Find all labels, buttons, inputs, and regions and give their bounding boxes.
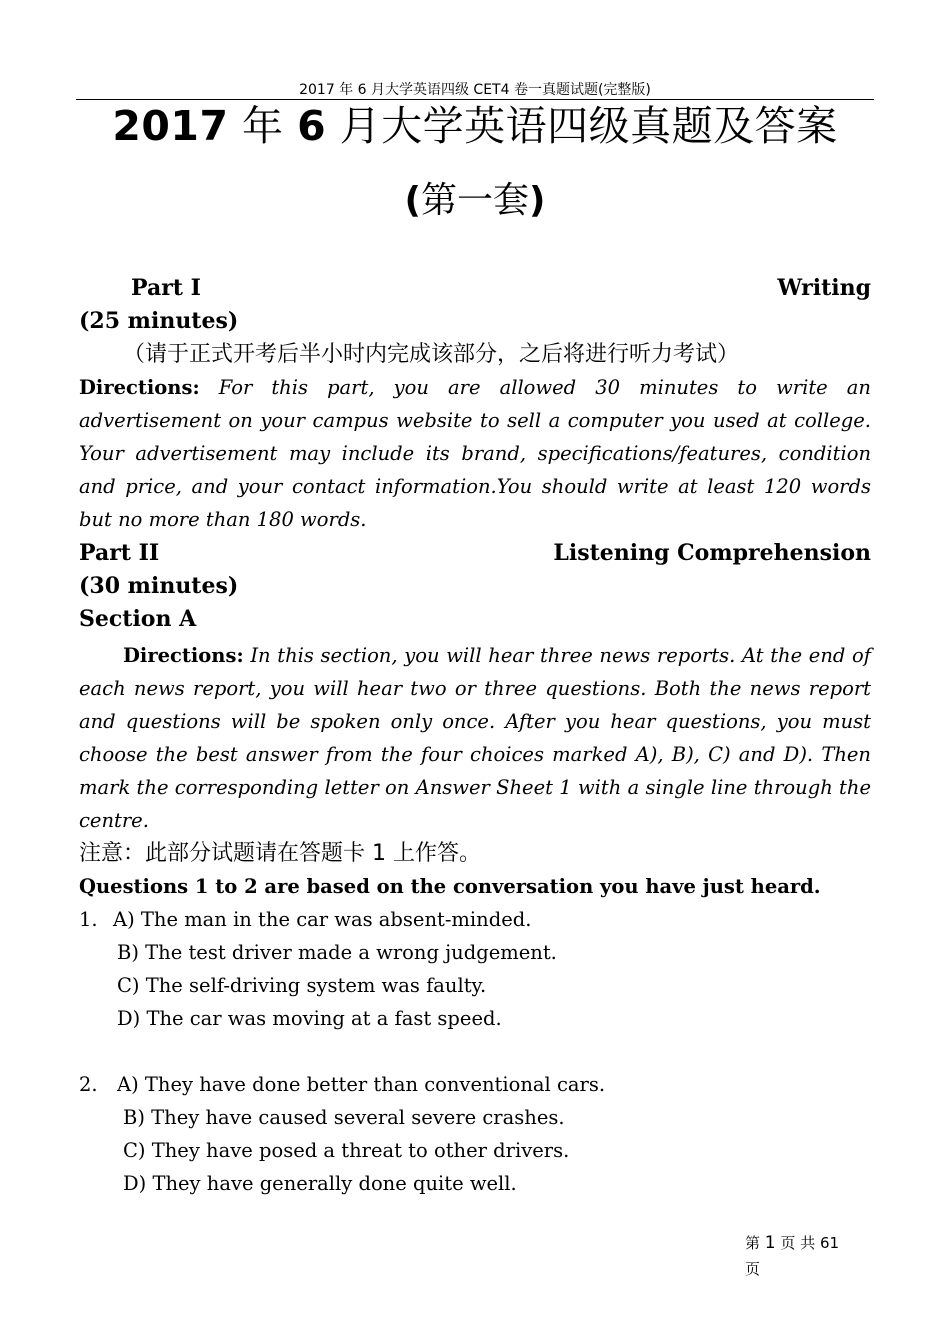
part2-directions	[79, 639, 871, 837]
footer-ye: 页	[780, 1234, 796, 1252]
footer-total: 61	[820, 1234, 840, 1252]
part2-name: Listening Comprehension	[553, 540, 871, 566]
part2-heading	[79, 537, 871, 570]
q2-option-d: D) They have generally done quite well.	[123, 1172, 517, 1195]
part1-directions	[79, 371, 871, 536]
question-2	[79, 1068, 871, 1200]
part1-directions-text: For this part, you are allowed 30 minutes to write an advertisement on your campus website to sell a computer you used at college. Your advertisement may include its brand, specifications/features, condition and price, and your contact information.You should write at least 120 words but no more than 180 words.	[79, 376, 871, 531]
part2-directions-text: In this section, you will hear three news reports. At the end of each news report, you will hear two or three questions. Both the news report and questions will be spoken only once. After you hear questions, you must choose the best answer from the four choices marked A), B), C) and D). Then mark the corresponding letter on Answer Sheet 1 with a single line through the centre.	[79, 644, 871, 832]
part1-heading	[79, 272, 871, 305]
part2-label: Part II	[79, 540, 160, 566]
q1-option-d: D) The car was moving at a fast speed.	[117, 1007, 502, 1030]
part1-note: （请于正式开考后半小时内完成该部分，之后将进行听力考试）	[123, 342, 740, 367]
q1-option-a-row	[79, 903, 871, 936]
q2-option-a-row	[79, 1068, 871, 1101]
part2-time: (30 minutes)	[79, 573, 239, 599]
q2-number: 2.	[79, 1073, 98, 1096]
part2-note: 注意：此部分试题请在答题卡 1 上作答。	[79, 841, 481, 866]
page-footer	[745, 1230, 839, 1282]
footer-ye2: 页	[745, 1260, 761, 1278]
q1-option-b: B) The test driver made a wrong judgement.	[117, 941, 557, 964]
subtitle	[0, 176, 950, 226]
title-rest: 月大学英语四级真题及答案	[326, 102, 838, 150]
part1-time: (25 minutes)	[79, 308, 239, 334]
title-word-year: 年	[228, 102, 298, 150]
part1-label: Part I	[131, 275, 201, 301]
q2-option-b: B) They have caused several severe crashes.	[123, 1106, 565, 1129]
question-1	[79, 903, 871, 1035]
part2-directions-label: Directions:	[123, 644, 244, 667]
part1-name: Writing	[777, 275, 871, 301]
part2-block	[79, 537, 871, 1200]
part1-directions-label: Directions:	[79, 376, 200, 399]
footer-gong: 共	[800, 1234, 816, 1252]
q1-option-c: C) The self-driving system was faulty.	[117, 974, 487, 997]
footer-page: 1	[764, 1233, 776, 1253]
subtitle-close: )	[529, 180, 546, 221]
questions-heading: Questions 1 to 2 are based on the conversation you have just heard.	[79, 875, 821, 898]
title-month: 6	[297, 102, 327, 150]
subtitle-open: (	[404, 180, 421, 221]
page-title	[76, 98, 874, 154]
q2-option-a: A) They have done better than conventional cars.	[117, 1073, 606, 1096]
q2-option-c: C) They have posed a threat to other drivers.	[123, 1139, 570, 1162]
q1-option-a: A) The man in the car was absent-minded.	[113, 908, 532, 931]
q1-number: 1.	[79, 908, 98, 931]
footer-di: 第	[745, 1234, 761, 1252]
part1-block	[79, 272, 871, 536]
title-year: 2017	[112, 102, 229, 150]
running-header: 2017 年 6 月大学英语四级 CET4 卷一真题试题(完整版)	[299, 82, 651, 98]
page-number-line	[745, 1230, 839, 1256]
subtitle-text: 第一套	[420, 180, 529, 221]
section-a-heading: Section A	[79, 606, 197, 632]
